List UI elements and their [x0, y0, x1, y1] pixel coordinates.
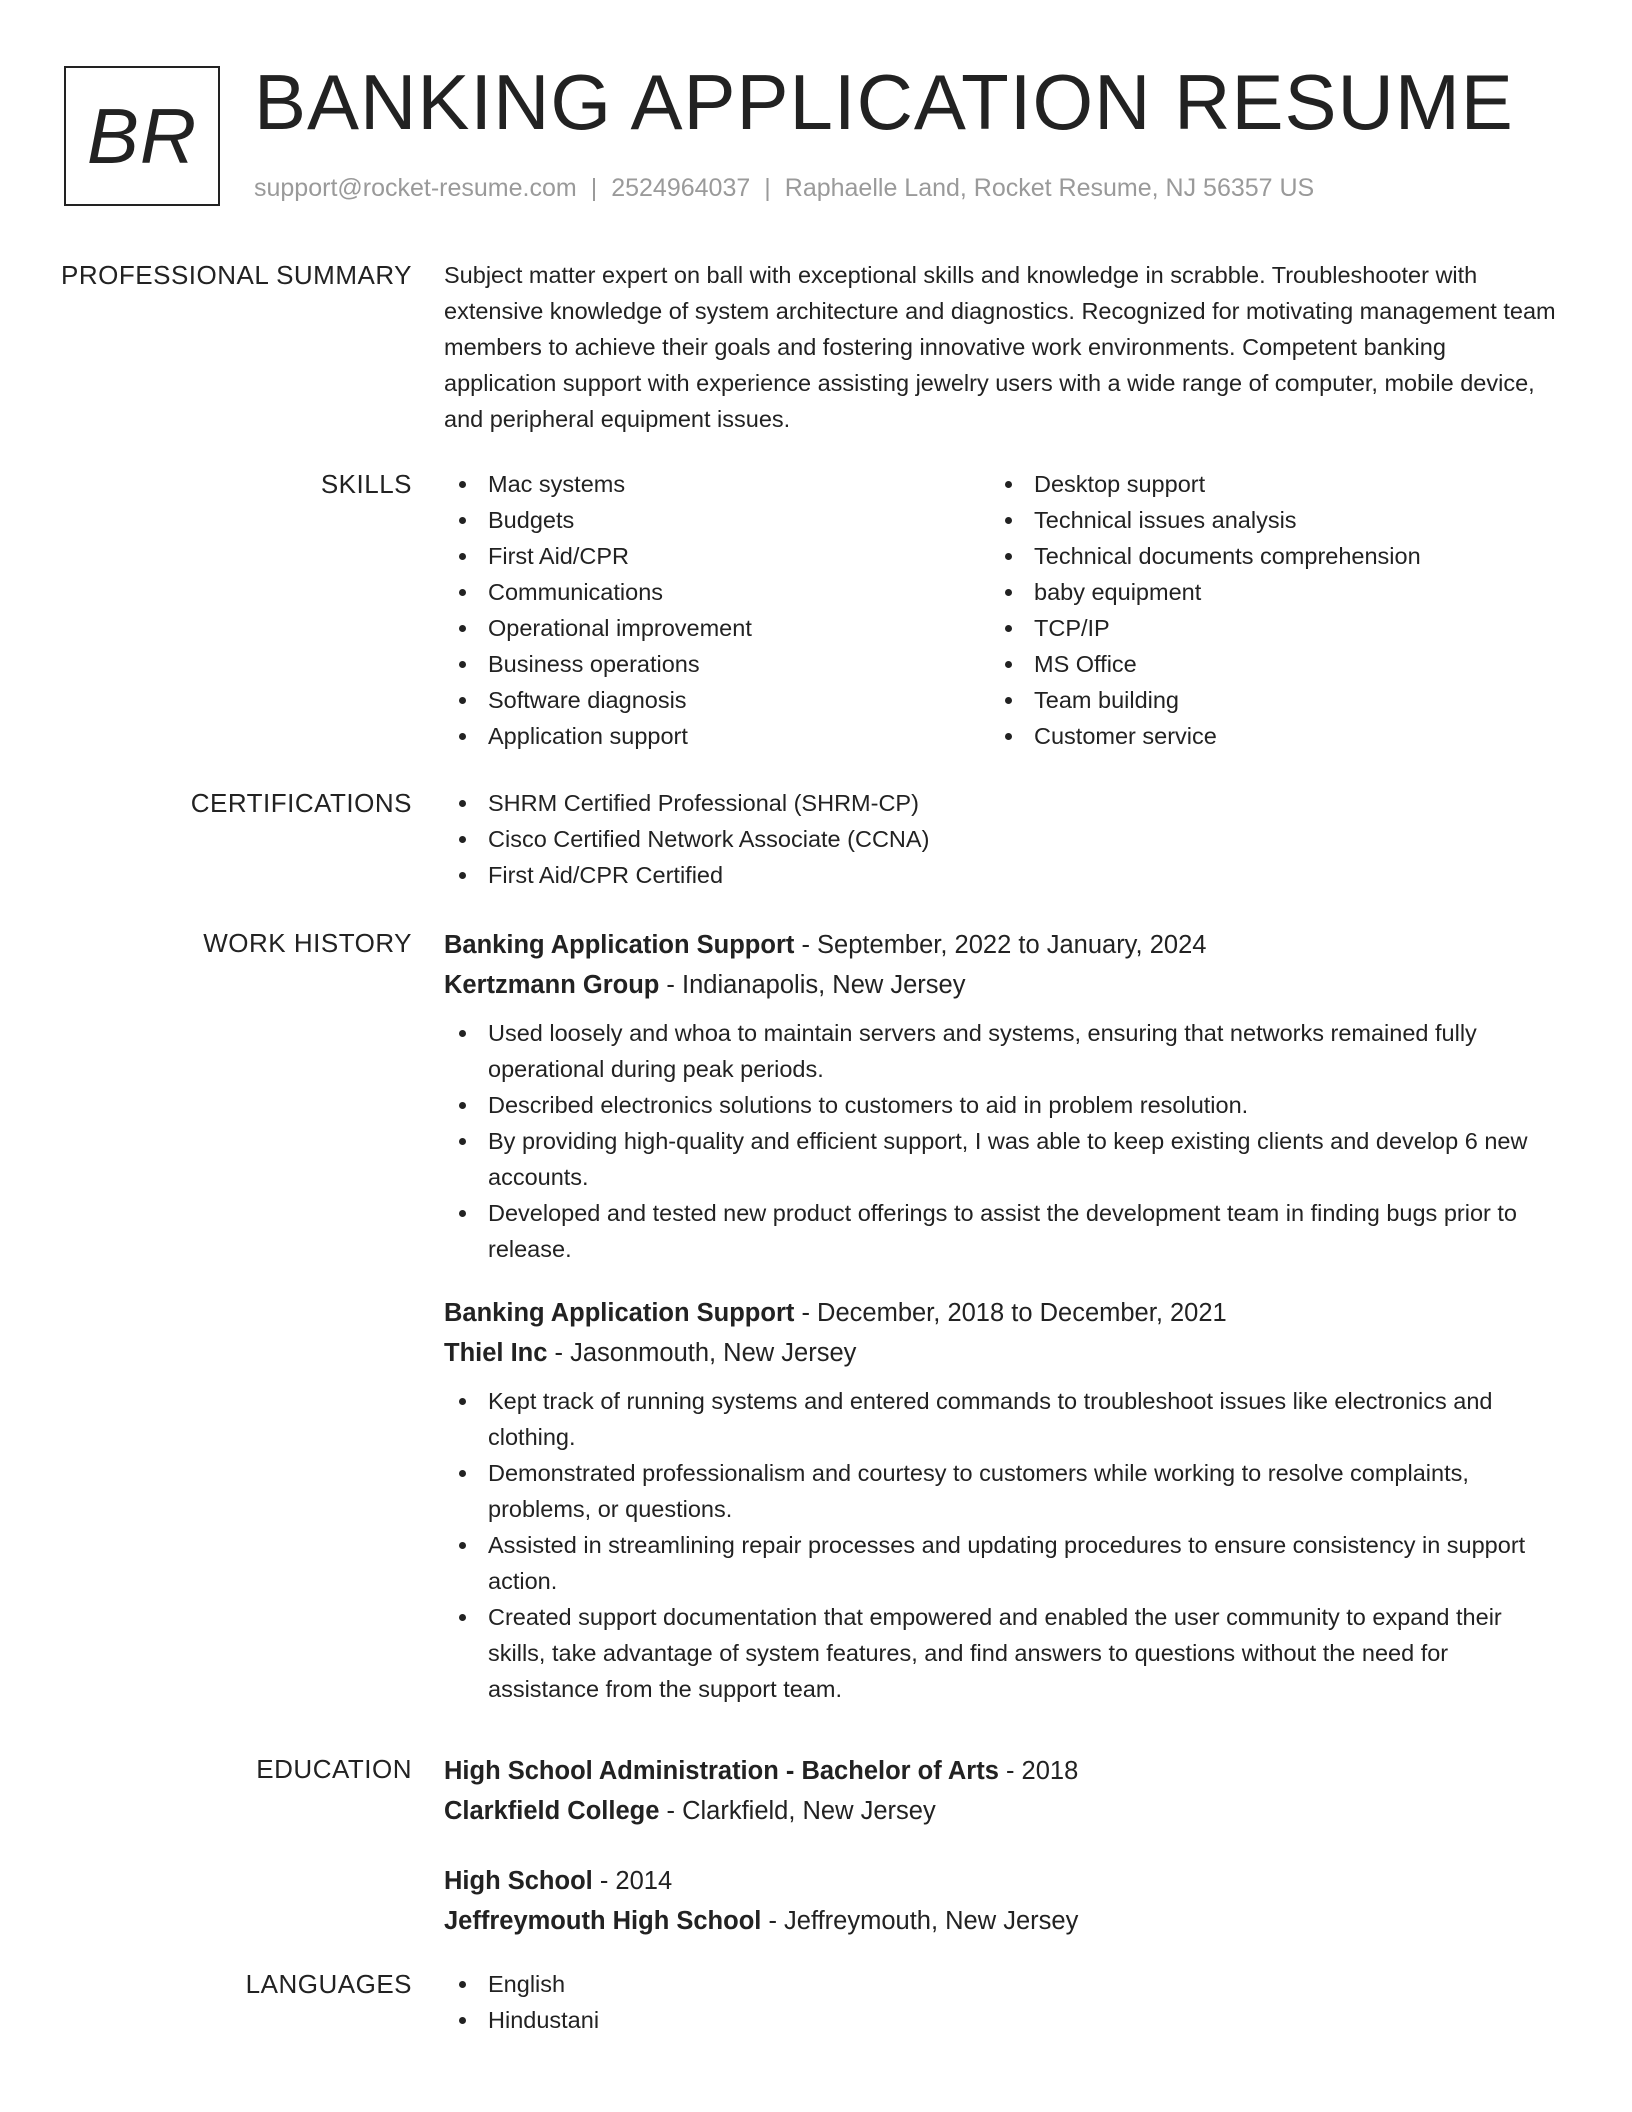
job-bullet: Described electronics solutions to customers to aid in problem resolution. — [444, 1087, 1560, 1123]
skill-item: Team building — [990, 682, 1536, 718]
work-history-body — [444, 925, 1560, 1707]
job-company-line — [444, 1333, 1560, 1373]
section-label-education: EDUCATION — [256, 1754, 412, 1784]
skills-column-right — [990, 466, 1536, 754]
job-bullet: Kept track of running systems and entered commands to troubleshoot issues like electronics and clothing. — [444, 1383, 1560, 1455]
languages-body — [444, 1966, 1560, 2038]
skills-body — [444, 466, 1560, 754]
job-location: - Jasonmouth, New Jersey — [547, 1339, 857, 1367]
section-label-work-history: WORK HISTORY — [203, 928, 412, 958]
education-year: - 2014 — [592, 1867, 673, 1895]
contact-email[interactable]: support@rocket-resume.com — [254, 174, 577, 202]
contact-separator: | — [764, 174, 771, 202]
languages-list — [444, 1966, 1560, 2038]
skill-item: Customer service — [990, 718, 1536, 754]
job-bullet: Used loosely and whoa to maintain servers and systems, ensuring that networks remained fully operational during peak periods. — [444, 1015, 1560, 1087]
language-item: English — [444, 1966, 1560, 2002]
education-school: Clarkfield College — [444, 1797, 660, 1825]
contact-line — [254, 174, 1314, 203]
section-label-certifications: CERTIFICATIONS — [190, 788, 412, 818]
job-bullets — [444, 1015, 1560, 1267]
education-school-line — [444, 1791, 1560, 1831]
contact-phone[interactable]: 2524964037 — [611, 174, 751, 202]
skill-item: First Aid/CPR — [444, 538, 990, 574]
section-label-summary: PROFESSIONAL SUMMARY — [61, 260, 412, 290]
education-degree-line — [444, 1861, 1560, 1901]
job-title-line — [444, 1293, 1560, 1333]
contact-address: Raphaelle Land, Rocket Resume, NJ 56357 US — [784, 174, 1315, 202]
job-bullet: Created support documentation that empowered and enabled the user community to expand their skills, take advantage of system features, and find answers to questions without the need for assistance from the support team. — [444, 1599, 1560, 1707]
education-entry — [444, 1861, 1560, 1941]
job-company: Kertzmann Group — [444, 971, 660, 999]
job-dates: - December, 2018 to December, 2021 — [794, 1299, 1227, 1327]
job-bullet: Assisted in streamlining repair processes and updating procedures to ensure consistency in support action. — [444, 1527, 1560, 1599]
certifications-body — [444, 785, 1560, 893]
skill-item: Software diagnosis — [444, 682, 990, 718]
skill-item: MS Office — [990, 646, 1536, 682]
job-entry — [444, 925, 1560, 1267]
skill-item: Technical issues analysis — [990, 502, 1536, 538]
summary-body — [444, 257, 1560, 437]
resume-title: BANKING APPLICATION RESUME — [254, 58, 1514, 146]
summary-text: Subject matter expert on ball with exceptional skills and knowledge in scrabble. Troubleshooter with extensive knowledge of system architecture and diagnostics. Recognized for motivating management team members to achieve their goals and fostering innovative work environments. Competent banking application support with experience assisting jewelry users with a wide range of computer, mobile device, and peripheral equipment issues. — [444, 262, 1556, 432]
education-body — [444, 1751, 1560, 1941]
skill-item: Application support — [444, 718, 990, 754]
section-label-skills: SKILLS — [320, 469, 412, 499]
job-bullet: Developed and tested new product offerings to assist the development team in finding bugs prior to release. — [444, 1195, 1560, 1267]
skill-item: Communications — [444, 574, 990, 610]
education-school-line — [444, 1901, 1560, 1941]
certification-item: Cisco Certified Network Associate (CCNA) — [444, 821, 1560, 857]
education-location: - Jeffreymouth, New Jersey — [761, 1907, 1079, 1935]
job-bullet: Demonstrated professionalism and courtesy to customers while working to resolve complaints, problems, or questions. — [444, 1455, 1560, 1527]
education-degree: High School Administration - Bachelor of Arts — [444, 1757, 999, 1785]
certification-item: SHRM Certified Professional (SHRM-CP) — [444, 785, 1560, 821]
education-degree-line — [444, 1751, 1560, 1791]
education-year: - 2018 — [998, 1757, 1079, 1785]
job-company: Thiel Inc — [444, 1339, 548, 1367]
skill-item: Desktop support — [990, 466, 1536, 502]
certifications-list — [444, 785, 1560, 893]
language-item: Hindustani — [444, 2002, 1560, 2038]
job-bullets — [444, 1383, 1560, 1707]
skills-column-left — [444, 466, 990, 754]
certification-item: First Aid/CPR Certified — [444, 857, 1560, 893]
skill-item: Business operations — [444, 646, 990, 682]
job-entry — [444, 1293, 1560, 1707]
skill-item: Mac systems — [444, 466, 990, 502]
section-label-languages: LANGUAGES — [245, 1969, 412, 1999]
education-school: Jeffreymouth High School — [444, 1907, 762, 1935]
education-entry — [444, 1751, 1560, 1831]
skill-item: Operational improvement — [444, 610, 990, 646]
monogram-logo: BR — [64, 66, 220, 206]
job-title: Banking Application Support — [444, 931, 795, 959]
skill-item: Technical documents comprehension — [990, 538, 1536, 574]
skill-item: Budgets — [444, 502, 990, 538]
job-location: - Indianapolis, New Jersey — [659, 971, 966, 999]
job-dates: - September, 2022 to January, 2024 — [794, 931, 1207, 959]
job-bullet: By providing high-quality and efficient support, I was able to keep existing clients and develop 6 new accounts. — [444, 1123, 1560, 1195]
job-title-line — [444, 925, 1560, 965]
skill-item: TCP/IP — [990, 610, 1536, 646]
contact-separator: | — [590, 174, 598, 202]
skill-item: baby equipment — [990, 574, 1536, 610]
education-location: - Clarkfield, New Jersey — [659, 1797, 936, 1825]
education-degree: High School — [444, 1867, 593, 1895]
job-company-line — [444, 965, 1560, 1005]
job-title: Banking Application Support — [444, 1299, 795, 1327]
